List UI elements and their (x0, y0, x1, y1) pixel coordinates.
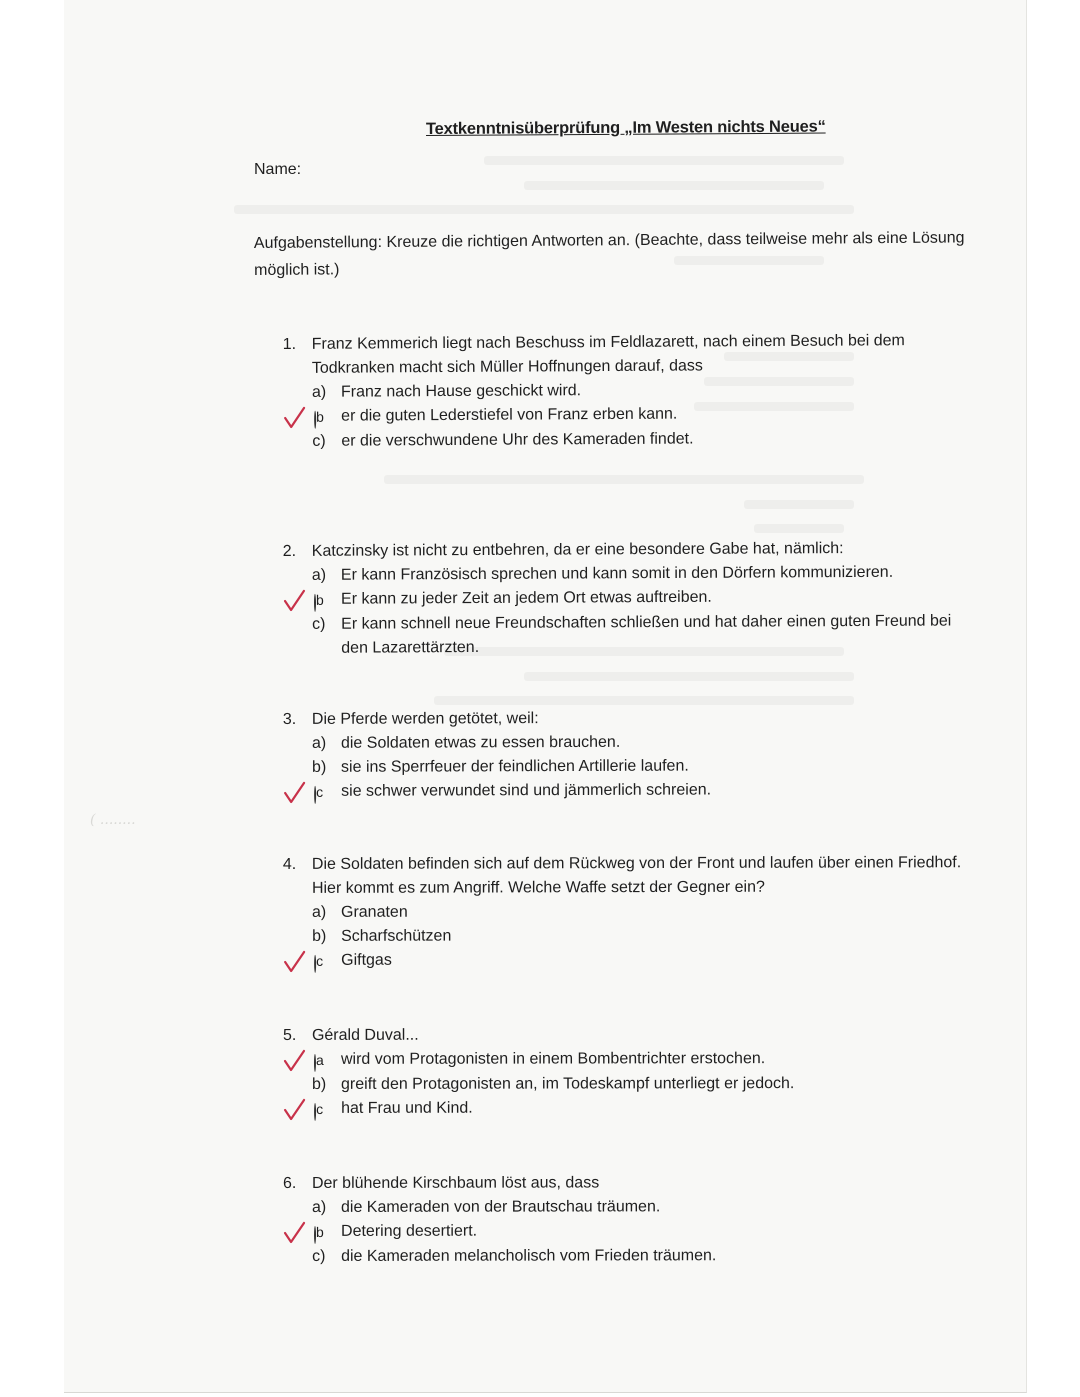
question-6 (283, 1171, 973, 1269)
circled-option-letter (312, 588, 341, 613)
check-mark-icon (282, 1049, 306, 1073)
check-mark-icon (282, 589, 306, 613)
check-mark-icon (282, 1098, 306, 1122)
bleed-through-line (744, 500, 854, 509)
answer-option[interactable] (312, 730, 973, 756)
option-letter: a) (311, 734, 327, 752)
option-letter: b) (312, 1075, 327, 1093)
check-mark-icon (282, 1221, 306, 1245)
question-1 (283, 329, 974, 454)
question-3 (283, 706, 973, 805)
option-letter: b (316, 408, 324, 425)
task-instruction: Aufgabenstellung: Kreuze die richtigen Antworten an. (Beachte, dass teilweise mehr als eine Lösung möglich ist.) (253, 229, 965, 279)
question-number: 1. (282, 335, 297, 354)
circled-option-letter (312, 1048, 341, 1073)
option-text: die Kameraden melancholisch vom Frieden träumen. (341, 1247, 717, 1265)
option-text: Er kann Französisch sprechen und kann somit in den Dörfern kommunizieren. (340, 563, 894, 584)
bleed-through-line (484, 156, 844, 165)
option-text: greift den Protagonisten an, im Todeskampf unterliegt er jedoch. (341, 1075, 795, 1093)
option-text: er die verschwundene Uhr des Kameraden findet. (341, 430, 694, 450)
option-letter: b (315, 591, 324, 608)
answer-option[interactable] (312, 426, 973, 454)
answer-option[interactable] (312, 560, 973, 587)
question-text: Franz Kemmerich liegt nach Beschuss im Feldlazarett, nach einem Besuch bei dem Todkranken macht sich Müller Hoffnungen darauf, dass (311, 332, 905, 377)
answer-option[interactable] (312, 899, 973, 925)
option-letter: a) (311, 1198, 327, 1216)
option-letter: a (315, 1051, 324, 1068)
option-letter: b) (312, 927, 327, 945)
option-letter: c) (312, 432, 326, 450)
option-letter: c) (312, 615, 326, 633)
question-number: 2. (282, 542, 297, 561)
option-letter: b (316, 1223, 324, 1240)
check-mark-icon (282, 406, 306, 430)
option-text: Detering desertiert. (341, 1222, 478, 1240)
bleed-through-line (234, 205, 854, 214)
option-text: hat Frau und Kind. (341, 1099, 473, 1117)
question-5 (283, 1023, 973, 1122)
question-4 (283, 851, 973, 974)
option-letter: a) (311, 383, 327, 401)
option-letter: b) (312, 758, 327, 776)
answer-option[interactable] (312, 1244, 973, 1269)
option-text: Scharfschützen (341, 927, 452, 945)
option-text: Er kann zu jeder Zeit an jedem Ort etwas auftreiben. (340, 588, 712, 608)
circled-option-letter (312, 1220, 341, 1245)
answer-option[interactable] (312, 609, 973, 660)
question-number: 5. (282, 1026, 297, 1044)
question-number: 3. (282, 710, 297, 729)
question-2 (283, 536, 974, 661)
circled-option-letter (312, 949, 341, 974)
option-letter: a) (311, 903, 327, 921)
answer-option[interactable] (312, 1195, 973, 1220)
option-letter: c (316, 1100, 324, 1117)
answer-option-selected[interactable] (312, 778, 973, 805)
circled-option-letter (312, 780, 341, 805)
answer-option-selected[interactable] (312, 1219, 973, 1245)
answer-option-selected[interactable] (312, 584, 973, 612)
question-number: 6. (282, 1174, 297, 1192)
bleed-through-line (754, 524, 844, 533)
page-title: Textkenntnisüberprüfung „Im Westen nichts Neues“ (425, 117, 826, 138)
circled-option-letter (312, 1097, 341, 1122)
check-mark-icon (282, 781, 306, 805)
worksheet-page (64, 0, 1027, 1393)
bleed-through-line (524, 672, 854, 681)
answer-option[interactable] (312, 923, 973, 949)
circled-option-letter (312, 405, 341, 430)
option-text: Giftgas (341, 951, 392, 969)
option-text: die Soldaten etwas zu essen brauchen. (340, 733, 621, 752)
option-letter: c (316, 952, 324, 969)
question-number: 4. (282, 855, 297, 874)
option-letter: c (316, 783, 324, 800)
check-mark-icon (282, 950, 306, 974)
option-text: er die guten Lederstiefel von Franz erben kann. (341, 405, 678, 425)
answer-option-selected[interactable] (312, 947, 973, 974)
question-text: Die Pferde werden getötet, weil: (311, 710, 539, 728)
answer-option[interactable] (312, 754, 973, 780)
option-text: wird vom Protagonisten in einem Bombentrichter erstochen. (340, 1050, 766, 1068)
option-text: die Kameraden von der Brautschau träumen. (340, 1198, 661, 1216)
option-text: sie ins Sperrfeuer der feindlichen Artillerie laufen. (341, 757, 689, 776)
bleed-through-line (434, 696, 854, 705)
option-text: sie schwer verwundet sind und jämmerlich schreien. (341, 781, 712, 800)
option-letter: a) (311, 566, 327, 584)
question-text: Die Soldaten befinden sich auf dem Rückweg von der Front und laufen über einen Friedhof. Hier kommt es zum Angriff. Welche Waffe setzt der Gegner ein? (311, 854, 962, 897)
option-letter: c) (312, 1247, 326, 1265)
option-text: Er kann schnell neue Freundschaften schließen und hat daher einen guten Freund bei den Lazarettärzten. (341, 612, 952, 657)
name-label: Name: (254, 161, 302, 178)
answer-option[interactable] (312, 1072, 973, 1097)
option-text: Franz nach Hause geschickt wird. (340, 382, 582, 401)
option-text: Granaten (340, 903, 408, 921)
bleed-through-line (384, 475, 864, 484)
question-text: Gérald Duval... (311, 1026, 419, 1044)
faint-pencil-mark: ( ........ (90, 812, 136, 828)
question-text: Der blühende Kirschbaum löst aus, dass (311, 1174, 600, 1192)
question-text: Katczinsky ist nicht zu entbehren, da er eine besondere Gabe hat, nämlich: (311, 540, 844, 560)
answer-option-selected[interactable] (312, 1096, 973, 1122)
bleed-through-line (524, 181, 824, 190)
answer-option-selected[interactable] (312, 1047, 973, 1073)
